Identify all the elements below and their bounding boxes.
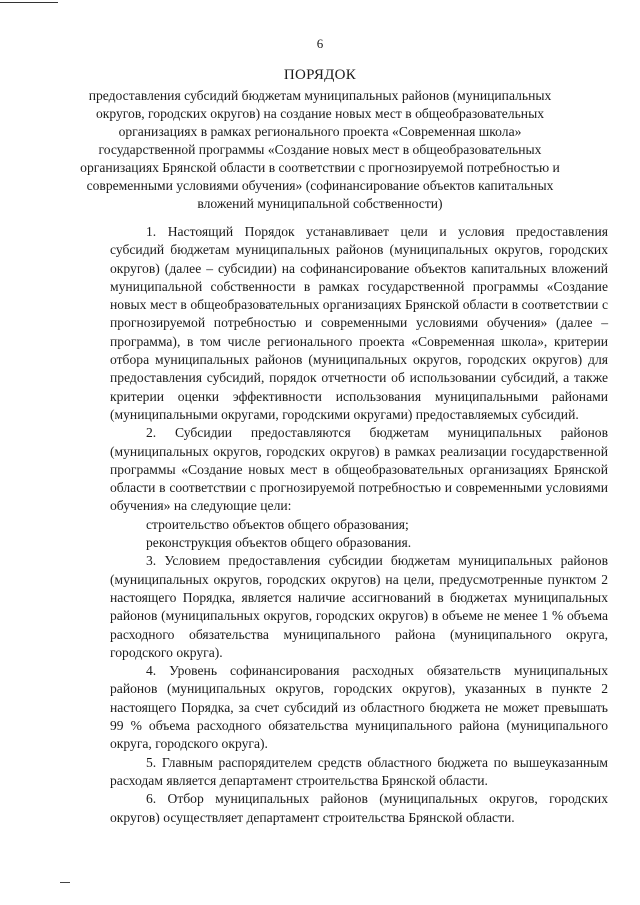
document-subtitle: предоставления субсидий бюджетам муниципальных районов (муниципальных округов, городских округов) на создание новых мест в общеобразовательных организациях в рамках регионального проекта «Современная школа» государственной программы «Создание новых мест в общеобразовательных организациях Брянской области в соответствии с прогнозируемой потребностью и современными условиями обучения» (софинансирование объектов капитальных вложений муниципальной собственности) [80,88,560,211]
top-rule [0,2,58,3]
page-number: 6 [316,36,324,51]
paragraph-1: 1. Настоящий Порядок устанавливает цели и условия предоставления субсидий бюджетам муниципальных районов (муниципальных округов, городских округов) (далее – субсидии) на софинансирование объектов капитальных вложений муниципальной собственности в рамках государственной программы «Создание новых мест в общеобразовательных организациях Брянской области в соответствии с прогнозируемой потребностью и современными условиями обучения» (далее – программа), в том числе регионального проекта «Современная школа», критерии отбора муниципальных районов (муниципальных округов, городских округов) для предоставления субсидий, порядок отчетности об использовании субсидий, а также критерии оценки эффективности использования муниципальными районами (муниципальными округами, городскими округами) предоставляемых субсидий. [110,224,608,422]
paragraph-3: 3. Условием предоставления субсидии бюджетам муниципальных районов (муниципальных округов, городских округов) на цели, предусмотренные пунктом 2 настоящего Порядка, является наличие ассигнований в бюджетах муниципальных районов (муниципальных округов, городских округов) в объеме не менее 1 % объема расходного обязательства муниципального района (муниципального округа, городского округа). [110,553,608,660]
paragraph-2: 2. Субсидии предоставляются бюджетам муниципальных районов (муниципальных округов, городских округов) в рамках реализации государственной программы «Создание новых мест в общеобразовательных организациях Брянской области в соответствии с прогнозируемой потребностью и современными условиями обучения» на следующие цели: [110,425,608,514]
document-title: ПОРЯДОК [283,67,357,83]
paragraph-4: 4. Уровень софинансирования расходных обязательств муниципальных районов (муниципальных округов, городских округов), указанных в пункте 2 настоящего Порядка, за счет субсидий из областного бюджета не может превышать 99 % объема расходного обязательства муниципального района (муниципального округа, городского округа). [110,663,608,752]
paragraph-2-item-construction: строительство объектов общего образования; [146,516,409,532]
paragraph-2-item-reconstruction: реконструкция объектов общего образования. [146,535,412,551]
paragraph-5: 5. Главным распорядителем средств областного бюджета по вышеуказанным расходам является департамент строительства Брянской области. [110,754,608,788]
bottom-mark [60,882,70,883]
document-body [110,223,608,827]
paragraph-6: 6. Отбор муниципальных районов (муниципальных округов, городских округов) осуществляет департамент строительства Брянской области. [110,791,608,825]
